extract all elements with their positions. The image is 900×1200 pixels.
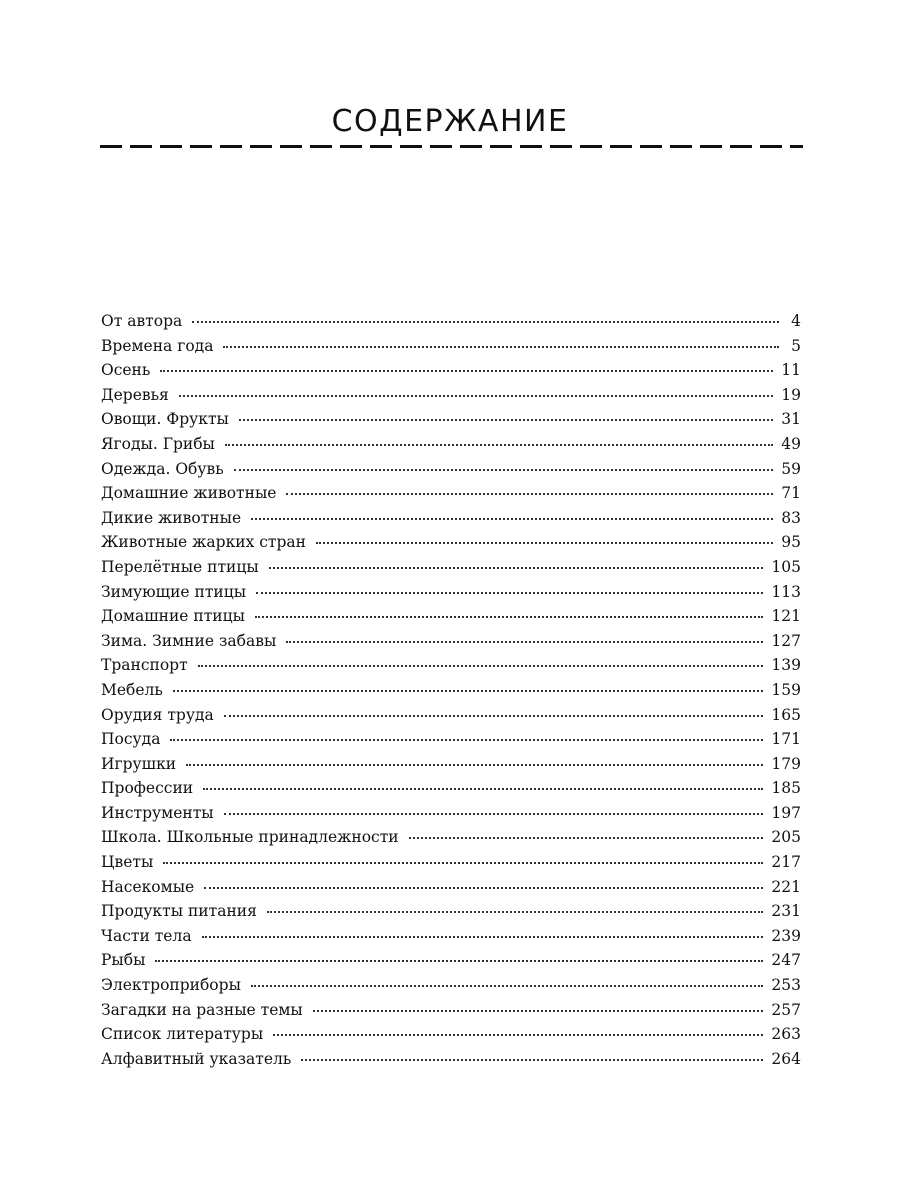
toc-entry bbox=[101, 407, 801, 432]
toc-entry-title: Продукты питания bbox=[101, 902, 257, 921]
toc-entry bbox=[101, 629, 801, 654]
dot-leader bbox=[239, 418, 773, 421]
dot-leader bbox=[255, 615, 763, 618]
toc-entry bbox=[101, 481, 801, 506]
toc-entry bbox=[101, 899, 801, 924]
toc-entry bbox=[101, 432, 801, 457]
toc-entry bbox=[101, 801, 801, 826]
toc-entry-page-number: 139 bbox=[771, 656, 801, 675]
dot-leader bbox=[186, 763, 763, 766]
toc-entry-title: Рыбы bbox=[101, 951, 146, 970]
toc-entry-title: Зимующие птицы bbox=[101, 582, 247, 601]
toc-entry-page-number: 5 bbox=[791, 336, 801, 355]
toc-entry-page-number: 71 bbox=[781, 484, 801, 503]
toc-entry-title: Электроприборы bbox=[101, 976, 241, 995]
toc-entry-title: Дикие животные bbox=[101, 508, 242, 527]
dot-leader bbox=[160, 369, 773, 372]
toc-entry-title: Перелётные птицы bbox=[101, 557, 259, 576]
toc-entry-title: Части тела bbox=[101, 926, 192, 945]
toc-entry-title: Осень bbox=[101, 361, 151, 380]
toc-entry bbox=[101, 653, 801, 678]
toc-entry-page-number: 95 bbox=[781, 533, 801, 552]
toc-entry-page-number: 11 bbox=[781, 361, 801, 380]
toc-entry-page-number: 59 bbox=[781, 459, 801, 478]
toc-entry bbox=[101, 580, 801, 605]
dot-leader bbox=[256, 591, 763, 594]
toc-entry-page-number: 264 bbox=[771, 1049, 801, 1068]
toc-entry-title: Зима. Зимние забавы bbox=[101, 631, 277, 650]
toc-entry bbox=[101, 924, 801, 949]
toc-entry-page-number: 217 bbox=[771, 853, 801, 872]
toc-entry bbox=[101, 1047, 801, 1072]
dot-leader bbox=[224, 714, 764, 717]
toc-entry-title: Домашние птицы bbox=[101, 607, 245, 626]
toc-entry bbox=[101, 875, 801, 900]
toc-entry-title: Загадки на разные темы bbox=[101, 1000, 303, 1019]
dot-leader bbox=[173, 689, 764, 692]
toc-entry bbox=[101, 703, 801, 728]
toc-entry-page-number: 19 bbox=[781, 385, 801, 404]
toc-entry-page-number: 49 bbox=[781, 434, 801, 453]
toc-entry-page-number: 185 bbox=[771, 779, 801, 798]
dot-leader bbox=[301, 1058, 763, 1061]
toc-entry-page-number: 83 bbox=[781, 508, 801, 527]
dot-leader bbox=[170, 738, 763, 741]
toc-entry bbox=[101, 973, 801, 998]
dot-leader bbox=[251, 984, 764, 987]
dot-leader bbox=[223, 345, 779, 348]
toc-entry bbox=[101, 457, 801, 482]
toc-entry-page-number: 253 bbox=[771, 976, 801, 995]
toc-entry-title: Домашние животные bbox=[101, 484, 277, 503]
toc-entry bbox=[101, 727, 801, 752]
toc-entry-title: Овощи. Фрукты bbox=[101, 410, 229, 429]
toc-entry-page-number: 221 bbox=[771, 877, 801, 896]
toc-entry-page-number: 197 bbox=[771, 803, 801, 822]
dot-leader bbox=[192, 320, 779, 323]
toc-entry-title: Времена года bbox=[101, 336, 214, 355]
toc-entry bbox=[101, 506, 801, 531]
table-of-contents bbox=[101, 309, 801, 1071]
toc-entry-title: Список литературы bbox=[101, 1025, 264, 1044]
dot-leader bbox=[267, 910, 764, 913]
toc-entry-page-number: 205 bbox=[771, 828, 801, 847]
toc-entry bbox=[101, 825, 801, 850]
toc-entry-page-number: 239 bbox=[771, 926, 801, 945]
dot-leader bbox=[234, 468, 774, 471]
toc-entry-page-number: 113 bbox=[771, 582, 801, 601]
toc-entry-title: Посуда bbox=[101, 730, 161, 749]
toc-entry-title: Школа. Школьные принадлежности bbox=[101, 828, 399, 847]
toc-entry-page-number: 263 bbox=[771, 1025, 801, 1044]
toc-entry-title: Орудия труда bbox=[101, 705, 214, 724]
toc-entry-title: Профессии bbox=[101, 779, 194, 798]
toc-entry-page-number: 165 bbox=[771, 705, 801, 724]
toc-entry-title: Насекомые bbox=[101, 877, 195, 896]
toc-entry-page-number: 105 bbox=[771, 557, 801, 576]
dashed-divider bbox=[100, 145, 803, 148]
toc-entry-title: Ягоды. Грибы bbox=[101, 434, 215, 453]
toc-entry-title: Животные жарких стран bbox=[101, 533, 307, 552]
dot-leader bbox=[251, 517, 773, 520]
toc-entry bbox=[101, 776, 801, 801]
dot-leader bbox=[225, 443, 773, 446]
dot-leader bbox=[224, 812, 764, 815]
toc-entry-page-number: 31 bbox=[781, 410, 801, 429]
dot-leader bbox=[269, 566, 764, 569]
toc-entry-title: Одежда. Обувь bbox=[101, 459, 224, 478]
toc-entry bbox=[101, 850, 801, 875]
dot-leader bbox=[204, 886, 763, 889]
dot-leader bbox=[286, 640, 763, 643]
toc-entry-title: Мебель bbox=[101, 680, 163, 699]
toc-entry bbox=[101, 555, 801, 580]
toc-entry-title: От автора bbox=[101, 312, 183, 330]
dot-leader bbox=[163, 861, 763, 864]
toc-entry-title: Деревья bbox=[101, 385, 169, 404]
dot-leader bbox=[313, 1009, 764, 1012]
dot-leader bbox=[202, 935, 764, 938]
toc-entry bbox=[101, 309, 801, 334]
toc-entry-page-number: 121 bbox=[771, 607, 801, 626]
toc-entry-title: Инструменты bbox=[101, 803, 214, 822]
page-title: СОДЕРЖАНИЕ bbox=[331, 104, 569, 140]
dot-leader bbox=[155, 959, 763, 962]
dot-leader bbox=[316, 541, 773, 544]
dot-leader bbox=[409, 836, 764, 839]
dot-leader bbox=[203, 787, 763, 790]
toc-entry bbox=[101, 334, 801, 359]
toc-entry-title: Игрушки bbox=[101, 754, 177, 773]
toc-entry-page-number: 159 bbox=[771, 680, 801, 699]
toc-entry-page-number: 247 bbox=[771, 951, 801, 970]
toc-entry-page-number: 179 bbox=[771, 754, 801, 773]
toc-entry-title: Транспорт bbox=[101, 656, 188, 675]
toc-entry bbox=[101, 1022, 801, 1047]
toc-entry bbox=[101, 948, 801, 973]
dot-leader bbox=[273, 1033, 763, 1036]
toc-entry bbox=[101, 358, 801, 383]
toc-entry bbox=[101, 678, 801, 703]
toc-entry bbox=[101, 604, 801, 629]
toc-entry-page-number: 4 bbox=[791, 312, 801, 330]
toc-entry-title: Алфавитный указатель bbox=[101, 1049, 292, 1068]
toc-entry bbox=[101, 752, 801, 777]
toc-entry bbox=[101, 998, 801, 1023]
dot-leader bbox=[286, 492, 773, 495]
toc-entry bbox=[101, 530, 801, 555]
toc-entry-title: Цветы bbox=[101, 853, 154, 872]
toc-entry-page-number: 171 bbox=[771, 730, 801, 749]
dot-leader bbox=[198, 664, 764, 667]
dot-leader bbox=[179, 394, 773, 397]
toc-entry-page-number: 257 bbox=[771, 1000, 801, 1019]
toc-entry-page-number: 127 bbox=[771, 631, 801, 650]
toc-entry-page-number: 231 bbox=[771, 902, 801, 921]
toc-entry bbox=[101, 383, 801, 408]
